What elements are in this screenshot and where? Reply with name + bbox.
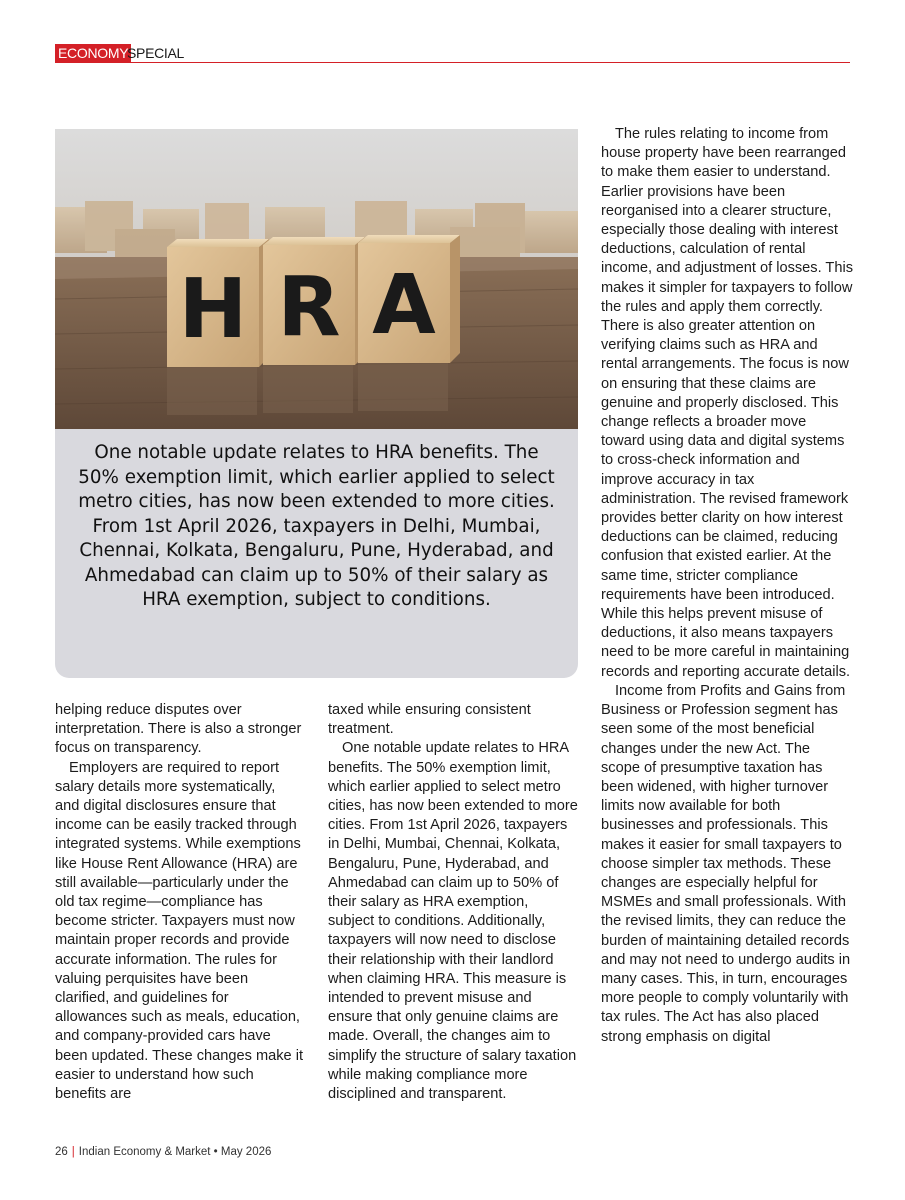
section-subtitle: SPECIAL <box>127 45 185 61</box>
pull-quote-box <box>55 429 578 678</box>
page-number: 26 <box>55 1146 68 1158</box>
hra-cubes-photo <box>55 129 578 429</box>
paragraph: Employers are required to report salary details more systematically, and digital disclosures ensure that income can be easily tracked through integrated systems. While exemptions like House Rent Allowance (HRA) are still available—particularly under the old tax regime—compliance has become stricter. Taxpayers must now maintain proper records and provide accurate information. The rules for valuing perquisites have been clarified, and guidelines for allowances such as meals, education, and company-provided cars have been updated. These changes make it easier to understand how such benefits are <box>55 759 304 1103</box>
paragraph: One notable update relates to HRA benefits. The 50% exemption limit, which earlier applied to select metro cities, has now been extended to more cities. From 1st April 2026, taxpayers in Delhi, Mumbai, Chennai, Kolkata, Bengaluru, Pune, Hyderabad, and Ahmedabad can claim up to 50% of their salary as HRA exemption, subject to conditions. Additionally, taxpayers will now need to disclose their relationship with their landlord when claiming HRA. This measure is intended to prevent misuse and ensure that only genuine claims are made. Overall, the changes aim to simplify the structure of salary taxation while making compliance more disciplined and transparent. <box>328 740 578 1103</box>
pull-quote-text: One notable update relates to HRA benefits. The 50% exemption limit, which earlier applied to select metro cities, has now been extended to more cities. From 1st April 2026, taxpayers in Delhi, Mumbai, Chennai, Kolkata, Bengaluru, Pune, Hyderabad, and Ahmedabad can claim up to 50% of their salary as HRA exemption, subject to conditions. <box>78 442 555 610</box>
paragraph: Income from Profits and Gains from Business or Profession segment has seen some of the most beneficial changes under the new Act. The scope of presumptive taxation has been widened, with higher turnover limits now available for both businesses and professionals. This makes it easier for small taxpayers to choose simpler tax methods. These changes are especially helpful for MSMEs and small professionals. With the revised limits, they can reduce the burden of maintaining detailed records and may not need to undergo audits in many cases. This, in turn, encourages more people to comply voluntarily with tax rules. The Act has also placed strong emphasis on digital <box>601 682 851 1045</box>
article-column-2 <box>328 701 578 1104</box>
cube-letter-r: R <box>277 260 341 355</box>
page-footer <box>55 1146 271 1158</box>
footer-separator: | <box>71 1146 75 1158</box>
page-header <box>55 44 850 64</box>
article-column-1 <box>55 701 303 1104</box>
paragraph: The rules relating to income from house property have been rearranged to make them easier to understand. Earlier provisions have been reorganised into a clearer structure, especially those dealing with interest deductions, calculation of rental income, and adjustment of losses. This makes it simpler for taxpayers to follow the rules and apply them correctly. There is also greater attention on verifying claims such as HRA and rental arrangements. The focus is now on ensuring that these claims are genuine and properly disclosed. This change reflects a broader move toward using data and digital systems to cross-check information and improve accuracy in tax administration. The revised framework provides better clarity on how interest deductions can be claimed, reducing confusion that existed earlier. At the same time, stricter compliance requirements have been introduced. While this helps prevent misuse of deductions, it also means taxpayers need to be more careful in maintaining records and reporting accurate details. <box>601 126 854 680</box>
paragraph: helping reduce disputes over interpretation. There is also a stronger focus on transparency. <box>55 702 302 757</box>
section-tag: ECONOMY <box>55 44 131 62</box>
paragraph: taxed while ensuring consistent treatment. <box>328 702 531 738</box>
article-column-3 <box>601 125 853 1047</box>
cube-letter-h: H <box>178 262 248 357</box>
publication-line: Indian Economy & Market • May 2026 <box>78 1146 272 1158</box>
cube-letter-a: A <box>372 258 436 353</box>
header-rule <box>55 62 850 63</box>
photo-illustration <box>55 129 578 429</box>
